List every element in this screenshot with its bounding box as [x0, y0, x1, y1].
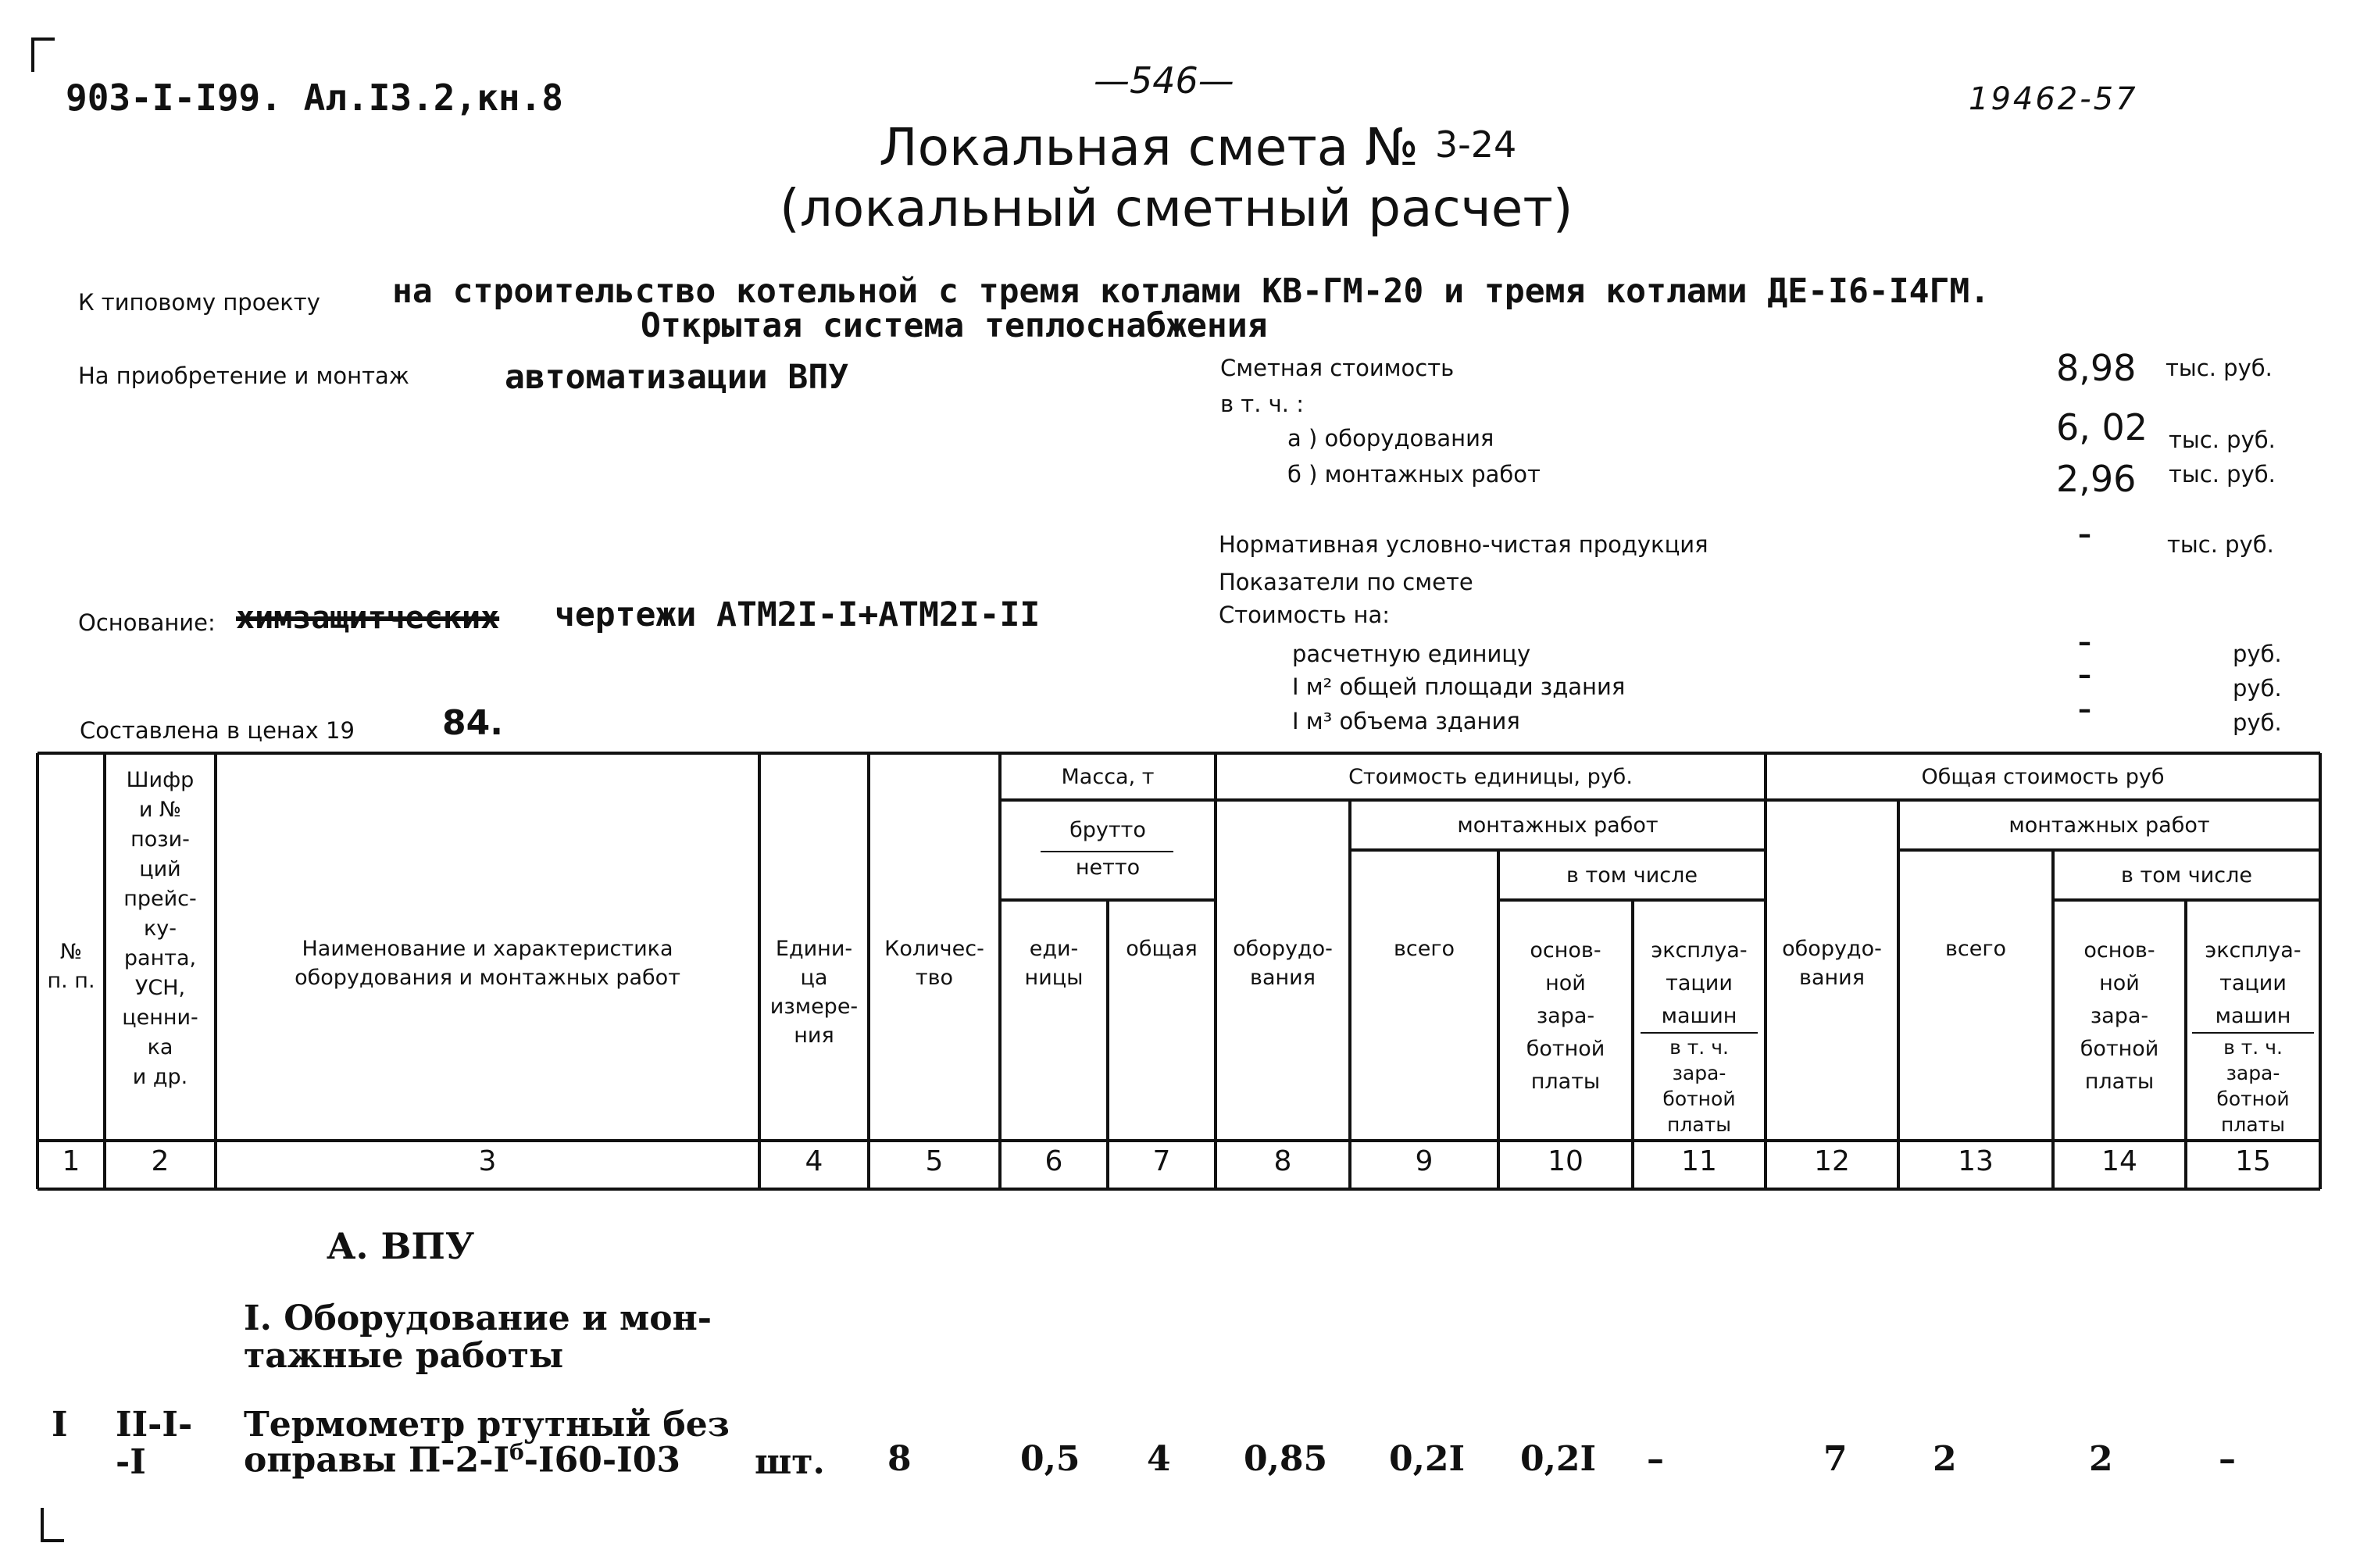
doc-number: 19462-57	[1969, 81, 2138, 117]
estimated-cost-value: 8,98	[2056, 347, 2137, 389]
basis-label: Основание:	[78, 609, 216, 636]
col-number: 3	[478, 1145, 497, 1177]
col-number: 2	[151, 1145, 170, 1177]
row-install-total: 0,2I	[1389, 1439, 1466, 1479]
header-total-install: монтажных работ	[2008, 813, 2210, 838]
row-name-2	[244, 1439, 680, 1480]
per-m3-value: –	[2078, 694, 2091, 725]
per-m2-unit: руб.	[2233, 675, 2282, 702]
header-code: Шифр и № пози- ций прейс- ку- ранта, УСН, ценни- ка и др.	[122, 768, 198, 1089]
header-no: № п. п.	[47, 940, 95, 993]
per-m2-value: –	[2078, 659, 2091, 691]
row-mass-unit: 0,5	[1020, 1439, 1080, 1479]
header-total-incl: в том числе	[2121, 863, 2252, 888]
row-wage: 0,2I	[1520, 1439, 1597, 1479]
project-code: 903-I-I99. Ал.I3.2,кн.8	[66, 77, 563, 119]
header-total-machine: эксплуа- тации машин	[2205, 938, 2301, 1028]
col-number: 1	[62, 1145, 80, 1177]
header-unit-machine: эксплуа- тации машин	[1651, 938, 1748, 1028]
per-m2-label: I м² общей площади здания	[1292, 673, 1626, 700]
header-unit-machine-sub: в т. ч. зара- ботной платы	[1662, 1036, 1736, 1136]
project-text-1: на строительство котельной с тремя котлами КВ-ГМ-20 и тремя котлами ДЕ-I6-I4ГМ.	[392, 272, 1991, 311]
normative-value: –	[2078, 519, 2091, 550]
row-total-install: 2	[1933, 1439, 1957, 1479]
header-total-wage: основ- ной зара- ботной платы	[2080, 938, 2159, 1094]
estimated-cost-unit: тыс. руб.	[2166, 355, 2273, 381]
col-number: 9	[1415, 1145, 1434, 1177]
cost-per-label: Стоимость на:	[1219, 602, 1391, 628]
header-mass-unit: еди- ницы	[1024, 937, 1084, 990]
row-total-equipment: 7	[1823, 1439, 1848, 1479]
row-name-sup: б	[509, 1439, 524, 1465]
page-number: —546—	[1094, 59, 1234, 102]
normative-label: Нормативная условно-чистая продукция	[1219, 531, 1709, 558]
row-code-2: -I	[116, 1442, 146, 1482]
equipment-unit: тыс. руб.	[2169, 427, 2276, 453]
col-number: 14	[2101, 1145, 2137, 1177]
estimate-subtitle: (локальный сметный расчет)	[780, 178, 1573, 238]
col-number: 6	[1044, 1145, 1063, 1177]
per-unit-unit: руб.	[2233, 641, 2282, 667]
header-unit: Едини- ца измере- ния	[769, 937, 859, 1048]
basis-struck-text: химзащитческих	[236, 600, 500, 636]
project-text-2: Открытая система теплоснабжения	[641, 306, 1268, 345]
equipment-value: 6, 02	[2056, 406, 2148, 448]
col-number: 11	[1681, 1145, 1717, 1177]
row-equipment: 0,85	[1244, 1439, 1328, 1479]
basis-text: чертежи АТМ2I-I+АТМ2I-II	[555, 595, 1041, 634]
purpose-text: автоматизации ВПУ	[505, 358, 849, 397]
col-number: 13	[1958, 1145, 1994, 1177]
row-total-wage: 2	[2089, 1439, 2113, 1479]
header-unit-equipment: оборудо- вания	[1233, 937, 1333, 990]
row-qty: 8	[887, 1439, 912, 1479]
project-label: К типовому проекту	[78, 289, 320, 316]
indicators-label: Показатели по смете	[1219, 569, 1473, 595]
col-number: 5	[925, 1145, 944, 1177]
header-netto: нетто	[1075, 855, 1141, 880]
including-label: в т. ч. :	[1220, 391, 1304, 417]
row-mass-total: 4	[1147, 1439, 1171, 1479]
header-total-machine-sub: в т. ч. зара- ботной платы	[2216, 1036, 2290, 1136]
header-unit-install-total: всего	[1393, 937, 1455, 961]
purpose-label: На приобретение и монтаж	[78, 363, 409, 389]
row-name-3-text: -I60-I03	[523, 1440, 680, 1480]
col-number: 15	[2235, 1145, 2271, 1177]
compiled-label: Составлена в ценах 19	[80, 717, 355, 744]
estimated-cost-label: Сметная стоимость	[1220, 355, 1455, 381]
header-total-equipment: оборудо- вания	[1782, 937, 1882, 990]
row-total-machine: –	[2219, 1439, 2236, 1479]
col-number: 10	[1548, 1145, 1584, 1177]
header-total-cost: Общая стоимость руб	[1921, 765, 2165, 789]
row-unit: шт.	[755, 1442, 825, 1482]
per-unit-label: расчетную единицу	[1292, 641, 1531, 667]
header-name: Наименование и характеристика оборудования и монтажных работ	[295, 937, 680, 990]
header-total-install-total: всего	[1944, 937, 2007, 961]
col-number: 4	[805, 1145, 823, 1177]
estimate-number: 3-24	[1434, 123, 1517, 166]
section-subtitle-2: тажные работы	[244, 1336, 564, 1376]
row-machine: –	[1647, 1439, 1664, 1479]
per-m3-unit: руб.	[2233, 709, 2282, 736]
equipment-label: а ) оборудования	[1287, 425, 1494, 452]
row-name-2-text: оправы П-2-I	[244, 1440, 510, 1480]
header-brutto: брутто	[1069, 818, 1146, 842]
header-mass: Масса, т	[1061, 765, 1155, 789]
header-unit-wage: основ- ной зара- ботной платы	[1526, 938, 1605, 1094]
per-unit-value: –	[2078, 627, 2091, 658]
section-subtitle-1: I. Оборудование и мон-	[244, 1298, 712, 1338]
compiled-year: 84.	[442, 703, 503, 743]
section-title: А. ВПУ	[327, 1225, 475, 1267]
col-number: 8	[1273, 1145, 1292, 1177]
estimate-title-text: Локальная смета №	[879, 117, 1419, 177]
installation-label: б ) монтажных работ	[1287, 461, 1541, 488]
row-name-1: Термометр ртутный без	[244, 1405, 730, 1445]
col-number: 7	[1152, 1145, 1171, 1177]
header-mass-total: общая	[1126, 937, 1198, 961]
col-number: 12	[1814, 1145, 1850, 1177]
installation-value: 2,96	[2056, 458, 2137, 500]
header-unit-incl: в том числе	[1566, 863, 1698, 888]
row-no: I	[52, 1405, 68, 1445]
normative-unit: тыс. руб.	[2167, 531, 2274, 558]
per-m3-label: I м³ объема здания	[1292, 708, 1520, 734]
row-code-1: II-I-	[116, 1405, 193, 1445]
installation-unit: тыс. руб.	[2169, 461, 2276, 488]
header-unit-install: монтажных работ	[1457, 813, 1659, 838]
header-unit-cost: Стоимость единицы, руб.	[1348, 765, 1633, 789]
header-qty: Количес- тво	[884, 937, 984, 990]
